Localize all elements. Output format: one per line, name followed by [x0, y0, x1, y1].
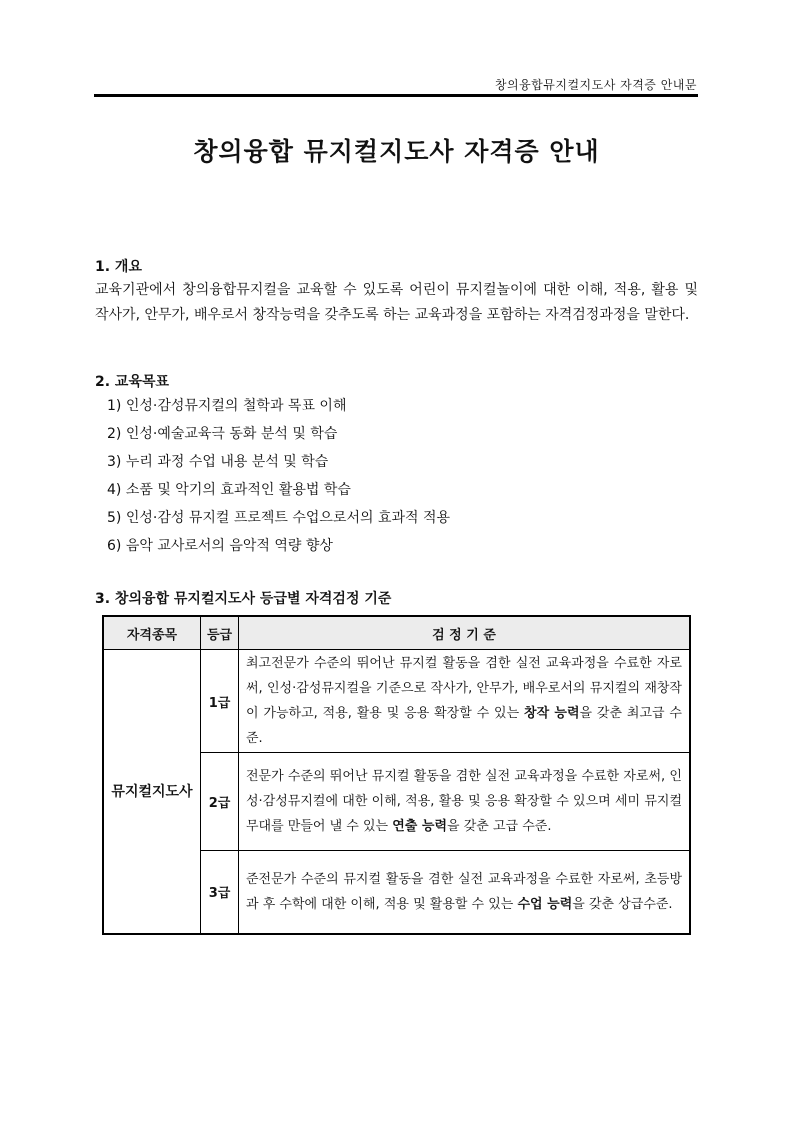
document-title: 창의융합 뮤지컬지도사 자격증 안내: [193, 137, 600, 166]
grade-cell: 2급: [201, 753, 239, 851]
goal-item: 5) 인성·감성 뮤지컬 프로젝트 수업으로서의 효과적 적용: [107, 510, 451, 526]
criteria-text-end: 을 갖춘 상급수준.: [572, 896, 673, 912]
grade-cell: 1급: [201, 650, 239, 753]
col-header-grade: 등급: [201, 616, 239, 650]
goal-item: 3) 누리 과정 수업 내용 분석 및 학습: [107, 454, 329, 470]
criteria-text: 최고전문가 수준의 뛰어난 뮤지컬 활동을 겸한 실전 교육과정을 수료한 자로써, 인성·감성뮤지컬을 기준으로 작사가, 안무가, 배우로서의 뮤지컬의 재창작이 가능하고, 적용, 활용 및 응용 확장할 수 있는: [246, 656, 682, 721]
criteria-emphasis: 연출 능력: [392, 819, 448, 834]
criteria-emphasis: 수업 능력: [517, 896, 573, 912]
criteria-text-end: 을 갖춘 최고급 수준.: [246, 706, 682, 746]
goal-item: 6) 음악 교사로서의 음악적 역량 향상: [107, 538, 333, 554]
section-3-heading: 3. 창의융합 뮤지컬지도사 등급별 자격검정 기준: [95, 591, 392, 607]
goal-item: 4) 소품 및 악기의 효과적인 활용법 학습: [107, 482, 351, 498]
section-1-body: 교육기관에서 창의융합뮤지컬을 교육할 수 있도록 어린이 뮤지컬놀이에 대한 이해, 적용, 활용 및 작사가, 안무가, 배우로서 창작능력을 갖추도록 하는 교육과정을 포함하는 자격검정과정을 말한다.: [95, 282, 698, 323]
criteria-cell: [239, 650, 691, 753]
criteria-emphasis: 창작 능력: [524, 706, 580, 721]
header-rule: [94, 94, 698, 97]
criteria-table: [102, 615, 691, 935]
criteria-cell: [239, 851, 691, 934]
criteria-text: 준전문가 수준의 뮤지컬 활동을 겸한 실전 교육과정을 수료한 자로써, 초등방과 후 수학에 대한 이해, 적용 및 활용할 수 있는: [246, 871, 682, 912]
goal-item: 2) 인성·예술교육극 동화 분석 및 학습: [107, 426, 338, 442]
table-header-row: [103, 616, 690, 650]
table-row: [103, 650, 690, 753]
criteria-cell: [239, 753, 691, 851]
section-2-heading: 2. 교육목표: [95, 374, 170, 390]
col-header-criteria: 검 정 기 준: [239, 616, 691, 650]
grade-cell: 3급: [201, 851, 239, 934]
goal-item: 1) 인성·감성뮤지컬의 철학과 목표 이해: [107, 398, 347, 414]
running-header: 창의융합뮤지컬지도사 자격증 안내문: [494, 78, 697, 92]
goal-list: [107, 392, 450, 560]
category-cell: 뮤지컬지도사: [103, 650, 201, 934]
criteria-text-end: 을 갖춘 고급 수준.: [447, 819, 552, 834]
criteria-text: 전문가 수준의 뛰어난 뮤지컬 활동을 겸한 실전 교육과정을 수료한 자로써, 인성·감성뮤지컬에 대한 이해, 적용, 활용 및 응용 확장할 수 있으며 세미 뮤지컬 무대를 만들어 낼 수 있는: [246, 769, 682, 834]
col-header-category: 자격종목: [103, 616, 201, 650]
section-1-heading: 1. 개요: [95, 259, 142, 275]
